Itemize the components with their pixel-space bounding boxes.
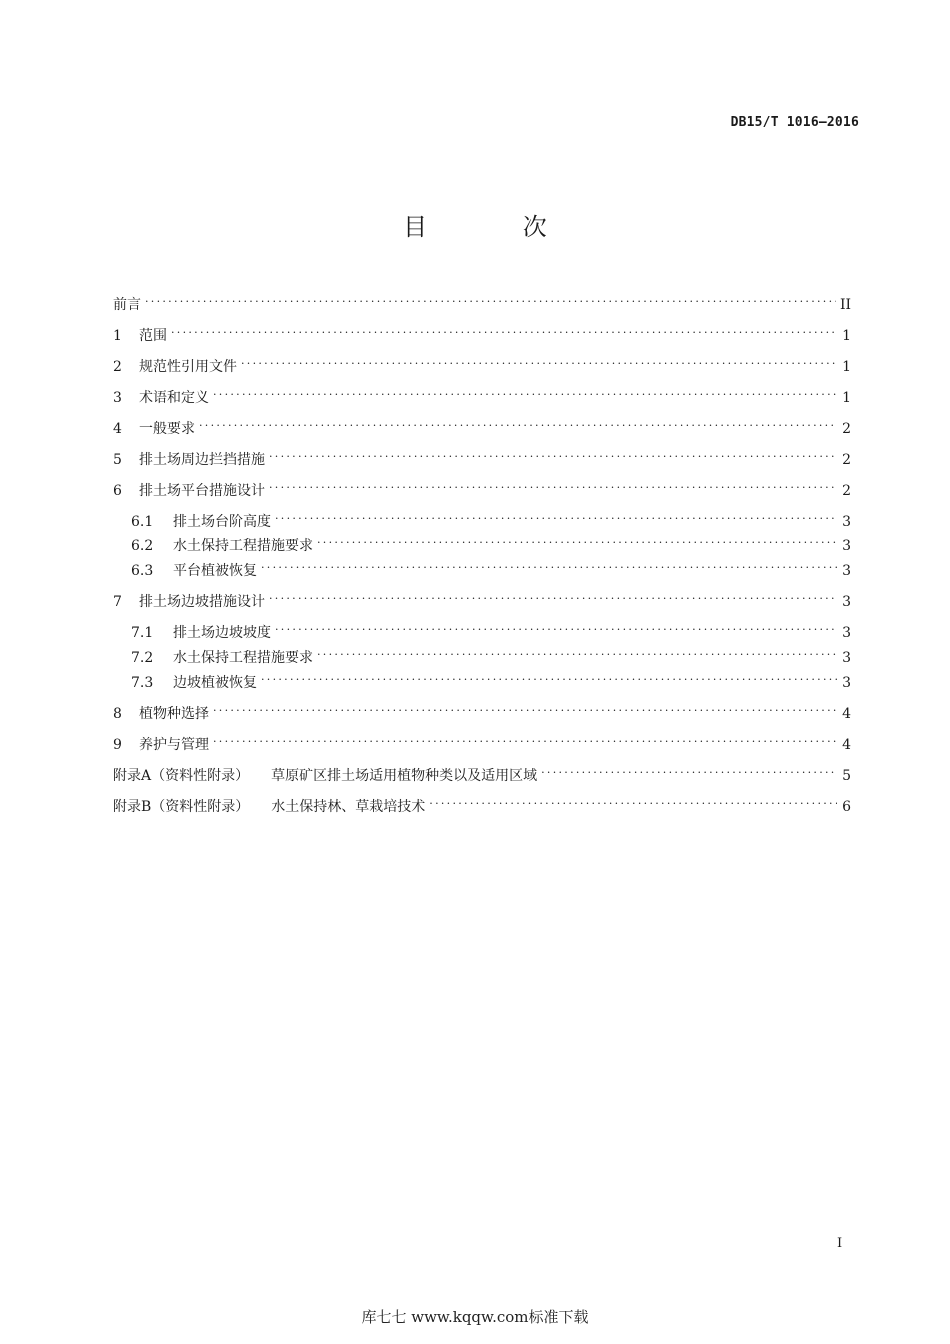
toc-entry-page: 1 [842,328,851,344]
toc-entry-number: 7.1 [131,625,154,641]
toc-entry-label: 一般要求 [139,421,195,437]
toc-entry-label: 植物种选择 [139,706,209,722]
toc-entry-label: 规范性引用文件 [139,359,237,375]
toc-entry-7[interactable] [113,586,851,610]
toc-entry-page: 4 [842,737,851,753]
toc-entry-page: 3 [842,675,851,691]
toc-entry-number: 6.2 [131,538,154,554]
toc-appendix-prefix: 附录A（资料性附录） [113,768,250,784]
toc-entry-page: 1 [842,390,851,406]
toc-entry-9[interactable] [113,729,851,753]
toc-entry-6-1[interactable] [131,506,851,530]
toc-entry-1[interactable] [113,320,851,344]
toc-entry-label: 排土场台阶高度 [173,514,271,530]
toc-entry-4[interactable] [113,413,851,437]
toc-entry-page: 2 [842,452,851,468]
toc-leader-dots [213,382,837,402]
toc-entry-label: 水土保持林、草栽培技术 [271,799,426,815]
toc-entry-page: 3 [842,538,851,554]
toc-entry-number: 6 [113,483,122,499]
toc-entry-7-1[interactable] [131,617,851,641]
toc-entry-number: 4 [113,421,122,437]
toc-entry-number: 6.1 [131,514,154,530]
toc-entry-label: 平台植被恢复 [173,563,257,579]
toc-entry-7-3[interactable] [131,667,851,691]
toc-entry-label: 范围 [139,328,167,344]
toc-entry-label: 水土保持工程措施要求 [173,538,313,554]
toc-entry-number: 7.2 [131,650,154,666]
toc-entry-label: 养护与管理 [139,737,209,753]
toc-leader-dots [429,791,837,811]
toc-leader-dots [275,506,837,526]
toc-entry-number: 3 [113,390,122,406]
footer-watermark: 库七七 www.kqqw.com标准下载 [361,1308,589,1326]
toc-entry-page: II [839,297,851,313]
toc-leader-dots [241,351,837,371]
toc-entry-page: 3 [842,594,851,610]
toc-leader-dots [145,289,836,309]
toc-entry-7-2[interactable] [131,642,851,666]
toc-entry-page: 3 [842,650,851,666]
toc-entry-preface[interactable] [113,289,851,313]
toc-entry-page: 5 [842,768,851,784]
toc-entry-label: 术语和定义 [139,390,209,406]
toc-entry-appendix-b[interactable] [113,791,851,815]
toc-leader-dots [213,698,837,718]
toc-entry-page: 3 [842,563,851,579]
toc-leader-dots [269,444,837,464]
toc-entry-label: 排土场边坡措施设计 [139,594,265,610]
toc-entry-number: 5 [113,452,122,468]
toc-entry-number: 6.3 [131,563,154,579]
toc-leader-dots [317,530,837,550]
toc-entry-page: 3 [842,625,851,641]
toc-entry-6[interactable] [113,475,851,499]
toc-leader-dots [317,642,837,662]
page-folio: I [837,1236,843,1251]
toc-entry-6-3[interactable] [131,555,851,579]
toc-entry-page: 3 [842,514,851,530]
toc-entry-3[interactable] [113,382,851,406]
toc-entry-page: 2 [842,421,851,437]
toc-leader-dots [275,617,837,637]
toc-leader-dots [261,667,837,687]
toc-leader-dots [213,729,837,749]
toc-entry-number: 8 [113,706,122,722]
toc-leader-dots [171,320,837,340]
toc-entry-6-2[interactable] [131,530,851,554]
toc-title: 目 次 [403,213,591,241]
toc-entry-page: 6 [842,799,851,815]
toc-entry-number: 7.3 [131,675,154,691]
toc-entry-label: 边坡植被恢复 [173,675,257,691]
toc-entry-8[interactable] [113,698,851,722]
toc-entry-number: 7 [113,594,122,610]
toc-entry-label: 排土场边坡坡度 [173,625,271,641]
toc-appendix-prefix: 附录B（资料性附录） [113,799,250,815]
toc-entry-label: 草原矿区排土场适用植物种类以及适用区域 [271,768,538,784]
toc-leader-dots [269,586,837,606]
toc-entry-label: 水土保持工程措施要求 [173,650,313,666]
toc-entry-number: 9 [113,737,122,753]
toc-entry-2[interactable] [113,351,851,375]
toc-entry-number: 2 [113,359,122,375]
toc-entry-number: 1 [113,328,122,344]
toc-leader-dots [541,760,837,780]
toc-leader-dots [199,413,837,433]
toc-entry-label: 排土场周边拦挡措施 [139,452,265,468]
toc-leader-dots [269,475,837,495]
toc-entry-page: 1 [842,359,851,375]
doc-code: DB15/T 1016—2016 [730,115,859,130]
toc-entry-5[interactable] [113,444,851,468]
toc-entry-appendix-a[interactable] [113,760,851,784]
toc-entry-label: 前言 [113,297,141,313]
toc-entry-page: 2 [842,483,851,499]
toc-entry-label: 排土场平台措施设计 [139,483,265,499]
toc-leader-dots [261,555,837,575]
toc-entry-page: 4 [842,706,851,722]
